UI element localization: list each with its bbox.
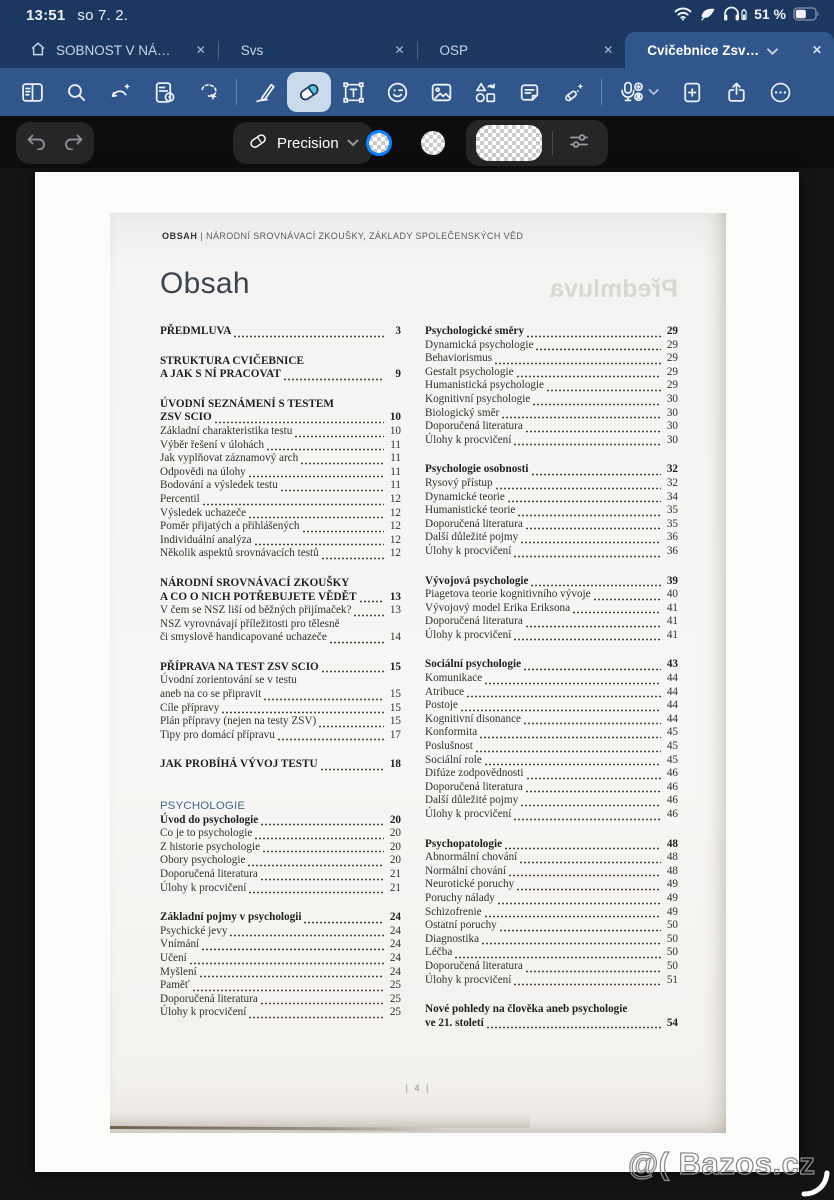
- toc-row: Léčba 50: [425, 946, 678, 959]
- eraser-size-group: [466, 120, 608, 166]
- toc-gap: [160, 382, 401, 398]
- reader-view-button[interactable]: [142, 72, 186, 112]
- toolbar-divider: [601, 79, 602, 105]
- toc-row: Atribuce 44: [425, 685, 678, 698]
- share-button[interactable]: [714, 72, 758, 112]
- toc-row: PSYCHOLOGIE: [160, 800, 246, 813]
- status-time: 13:51: [26, 7, 66, 24]
- toc-row: Úlohy k procvičení 51: [425, 973, 678, 986]
- toc-row: Doporučená literatura 50: [425, 959, 678, 972]
- eraser-mode-label: Precision: [277, 134, 339, 152]
- tab-osobnost[interactable]: [0, 32, 218, 68]
- tab-label: SOBNOST V NÁ…: [56, 42, 171, 58]
- toc-row: PŘÍPRAVA NA TEST ZSV SCIO 15: [160, 660, 401, 673]
- status-time-date: [26, 7, 128, 24]
- tab-svs[interactable]: [219, 32, 417, 68]
- toc-row: Normální chování 48: [425, 864, 678, 877]
- document-viewer: [0, 168, 834, 1200]
- watermark-text: @( Bazos.cz: [628, 1146, 816, 1181]
- toc-row: Úvod do psychologie 20: [160, 813, 401, 826]
- toc-row: Dynamická psychologie 29: [425, 338, 678, 351]
- toc-row: Nové pohledy na člověka aneb psychologie: [425, 1003, 628, 1016]
- tab-cvicebnice-active[interactable]: [625, 32, 834, 68]
- toc-row: Tipy pro domácí přípravu 17: [160, 728, 401, 741]
- stamp-smiley-button[interactable]: [375, 72, 419, 112]
- toc-row: Základní pojmy v psychologii 24: [160, 911, 401, 924]
- close-tab-icon[interactable]: ✕: [603, 43, 614, 57]
- toc-row: Psychologické směry 29: [425, 325, 678, 337]
- toc-row: Sociální psychologie 43: [425, 658, 678, 671]
- toc-row: Základní charakteristika testu 10: [160, 424, 401, 437]
- toc-row: Výsledek uchazeče 12: [160, 506, 401, 519]
- toc-row: Vývojová psychologie 39: [425, 574, 678, 587]
- toc-row: Konformita 45: [425, 726, 678, 739]
- note-button[interactable]: [507, 72, 551, 112]
- toc-row: Komunikace 44: [425, 672, 678, 685]
- more-button[interactable]: [758, 72, 802, 112]
- toc-row: Abnormální chování 48: [425, 851, 678, 864]
- toc-row: Obory psychologie 20: [160, 854, 401, 867]
- toc-row: ve 21. století 54: [425, 1016, 678, 1029]
- tab-bar: [0, 32, 834, 68]
- toc-row: PŘEDMLUVA 3: [160, 325, 401, 337]
- toc-row: Úlohy k procvičení 41: [425, 628, 678, 641]
- eraser-tool-button[interactable]: [287, 72, 331, 112]
- toc-row: STRUKTURA CVIČEBNICE: [160, 354, 304, 367]
- toc-gap: [160, 561, 401, 577]
- toc-row: Rysový přístup 32: [425, 476, 678, 489]
- toc-row: Humanistická psychologie 29: [425, 379, 678, 392]
- status-date: so 7. 2.: [77, 7, 129, 24]
- toc-row: Diagnostika 50: [425, 932, 678, 945]
- toc-row: Úlohy k procvičení 21: [160, 881, 401, 894]
- toc-row: Doporučená literatura 41: [425, 615, 678, 628]
- toc-gap: [160, 742, 401, 758]
- toc-gap: [425, 822, 678, 838]
- eraser-option-large[interactable]: [476, 125, 542, 161]
- toc-row: Co je to psychologie 20: [160, 827, 401, 840]
- toc-row: Poslušnost 45: [425, 740, 678, 753]
- annotation-bar: [0, 116, 834, 168]
- toc-row: Individuální analýza 12: [160, 533, 401, 546]
- toc-row: Doporučená literatura 21: [160, 868, 401, 880]
- pen-tool-button[interactable]: [243, 72, 287, 112]
- home-icon[interactable]: [30, 41, 46, 60]
- toc-row: Odpovědi na úlohy 11: [160, 465, 401, 478]
- toc-row: Úvodní zorientování se v testu: [160, 674, 297, 687]
- watermark-swoosh: [800, 1168, 832, 1200]
- eraser-option-transparent-selected[interactable]: [366, 130, 392, 156]
- toc-row: A CO O NICH POTŘEBUJETE VĚDĚT 13: [160, 590, 401, 603]
- toc-right-column: [425, 325, 678, 1030]
- toc-row: NÁRODNÍ SROVNÁVACÍ ZKOUŠKY: [160, 576, 350, 589]
- toc-row: ZSV SCIO 10: [160, 411, 401, 424]
- toc-row: Z historie psychologie 20: [160, 840, 401, 853]
- toc-row: Kognitivní psychologie 30: [425, 392, 678, 405]
- page-overview-button[interactable]: [10, 72, 54, 112]
- wifi-icon: [674, 7, 692, 21]
- page-title: Obsah: [160, 267, 250, 300]
- headphones-battery-icon: [723, 6, 747, 22]
- status-bar: [0, 0, 834, 32]
- undo-button[interactable]: [26, 132, 47, 155]
- smart-annotate-button[interactable]: [98, 72, 142, 112]
- toc-row: Doporučená literatura 25: [160, 992, 401, 1005]
- close-tab-icon[interactable]: ✕: [195, 43, 206, 57]
- laser-pointer-button[interactable]: [551, 72, 595, 112]
- lasso-select-button[interactable]: [186, 72, 230, 112]
- toc-row: Humanistické teorie 35: [425, 504, 678, 517]
- toc-row: Psychopatologie 48: [425, 837, 678, 850]
- running-header-bold: OBSAH: [162, 231, 198, 241]
- toc-row: Cíle přípravy 15: [160, 701, 401, 714]
- bleed-through-text: Předmluva: [550, 275, 678, 303]
- toc-row: Percentil 12: [160, 492, 401, 505]
- toc-row: JAK PROBÍHÁ VÝVOJ TESTU 18: [160, 758, 401, 771]
- scanned-book-page: [110, 213, 726, 1133]
- redo-button[interactable]: [63, 132, 84, 155]
- tab-label: OSP: [439, 42, 469, 58]
- toc-row: Vnímání 24: [160, 938, 401, 951]
- toc-row: Učení 24: [160, 951, 401, 964]
- toc-row: Výběr řešení v úlohách 11: [160, 438, 401, 451]
- divider: [552, 131, 553, 155]
- toc-row: Difúze zodpovědnosti 46: [425, 767, 678, 780]
- toc-row: Piagetova teorie kognitivního vývoje 40: [425, 588, 678, 601]
- toc-row: Plán přípravy (nejen na testy ZSV) 15: [160, 715, 401, 728]
- toc-row: Gestalt psychologie 29: [425, 365, 678, 378]
- running-header-rest: | NÁRODNÍ SROVNÁVACÍ ZKOUŠKY, ZÁKLADY SPOLEČENSKÝCH VĚD: [197, 231, 524, 241]
- toc-row: Poruchy nálady 49: [425, 891, 678, 904]
- toc-gap: [160, 339, 401, 355]
- insert-image-button[interactable]: [419, 72, 463, 112]
- toc-row: Ostatní poruchy 50: [425, 919, 678, 932]
- toc-row: Psychologie osobnosti 32: [425, 463, 678, 476]
- toc-row: Paměť 25: [160, 979, 401, 992]
- toc-gap: [160, 772, 401, 800]
- add-page-button[interactable]: [670, 72, 714, 112]
- toc-row: A JAK S NÍ PRACOVAT 9: [160, 368, 401, 381]
- main-toolbar: [0, 68, 834, 116]
- toc-row: aneb na co se připravit 15: [160, 688, 401, 701]
- tab-osp[interactable]: [418, 32, 626, 68]
- toc-row: ÚVODNÍ SEZNÁMENÍ S TESTEM: [160, 397, 334, 410]
- search-button[interactable]: [54, 72, 98, 112]
- toc-row: Postoje 44: [425, 699, 678, 712]
- toc-row: Psychické jevy 24: [160, 924, 401, 937]
- toc-row: Neurotické poruchy 49: [425, 878, 678, 891]
- toc-row: Doporučená literatura 30: [425, 420, 678, 433]
- battery-icon: [793, 7, 820, 21]
- toc-row: NSZ vyrovnávají příležitosti pro tělesně: [160, 617, 340, 630]
- toc-row: Úlohy k procvičení 30: [425, 433, 678, 446]
- toc-gap: [425, 447, 678, 463]
- eraser-mode-dropdown[interactable]: [233, 122, 373, 164]
- toc-row: Schizofrenie 49: [425, 905, 678, 918]
- top-chrome: [0, 0, 834, 68]
- toc-row: Biologický směr 30: [425, 406, 678, 419]
- eraser-icon: [247, 131, 269, 156]
- page-number: | 4 |: [405, 1083, 431, 1093]
- toc-row: či smyslově handicapované uchazeče 14: [160, 631, 401, 644]
- toc-row: Sociální role 45: [425, 753, 678, 766]
- toolbar-divider: [236, 79, 237, 105]
- record-audio-button[interactable]: [608, 72, 670, 112]
- toc-row: V čem se NSZ liší od běžných přijímaček? 13: [160, 604, 401, 617]
- toc-row: Několik aspektů srovnávacích testů 12: [160, 547, 401, 560]
- adjust-sliders-icon[interactable]: [567, 130, 591, 157]
- toc-row: Poměr přijatých a přihlášených 12: [160, 520, 401, 533]
- toc-row: Doporučená literatura 46: [425, 780, 678, 793]
- pdf-page-canvas[interactable]: [35, 172, 799, 1172]
- page-running-header: [162, 231, 523, 241]
- toc-left-column: [160, 325, 401, 1020]
- toc-row: Úlohy k procvičení 25: [160, 1006, 401, 1019]
- toc-row: Úlohy k procvičení 36: [425, 544, 678, 557]
- tab-label: Svs: [240, 42, 264, 58]
- shapes-button[interactable]: [463, 72, 507, 112]
- toc-gap: [425, 559, 678, 575]
- tab-label: Cvičebnice Zsv…: [647, 42, 760, 58]
- undo-redo-group: [16, 122, 94, 164]
- chevron-down-icon: [347, 134, 359, 152]
- toc-row: Vývojový model Erika Eriksona 41: [425, 601, 678, 614]
- eraser-option-transparent[interactable]: [421, 131, 445, 155]
- battery-percent: 51 %: [754, 6, 786, 22]
- close-tab-icon[interactable]: ✕: [394, 43, 405, 57]
- chevron-down-icon[interactable]: [767, 43, 778, 58]
- text-box-button[interactable]: [331, 72, 375, 112]
- toc-row: Behaviorismus 29: [425, 352, 678, 365]
- toc-row: Kognitivní disonance 44: [425, 712, 678, 725]
- toc-gap: [425, 642, 678, 658]
- close-tab-icon[interactable]: ✕: [811, 43, 823, 57]
- toc-gap: [160, 895, 401, 911]
- toc-row: Bodování a výsledek testu 11: [160, 479, 401, 492]
- toc-row: Úlohy k procvičení 46: [425, 808, 678, 820]
- toc-gap: [425, 987, 678, 1003]
- toc-row: Další důležité pojmy 46: [425, 794, 678, 807]
- toc-row: Jak vyplňovat záznamový arch 11: [160, 452, 401, 465]
- toc-row: Dynamické teorie 34: [425, 490, 678, 503]
- toc-row: Myšlení 24: [160, 965, 401, 978]
- leaf-icon: [699, 7, 716, 22]
- toc-gap: [160, 645, 401, 661]
- toc-row: Doporučená literatura 35: [425, 517, 678, 530]
- toc-row: Další důležité pojmy 36: [425, 531, 678, 544]
